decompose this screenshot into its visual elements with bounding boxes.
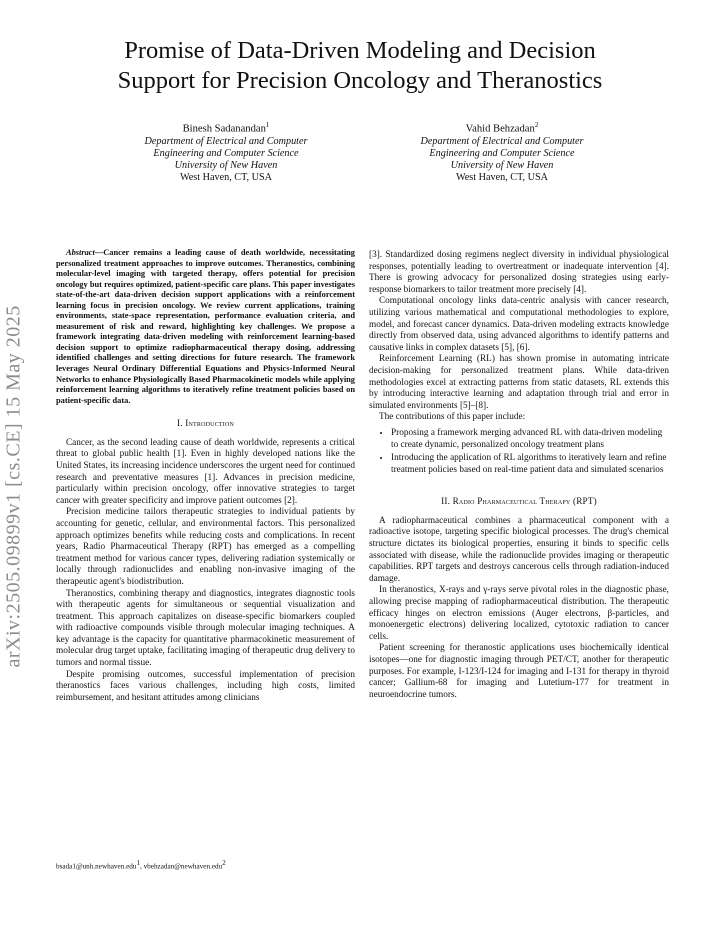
author-department-cont: Engineering and Computer Science: [429, 147, 575, 159]
intro-paragraph: Theranostics, combining therapy and diagnostics, integrates diagnostic tools with therapeutic agents for simultaneous or sequential visualization and treatment. This approach capitalizes on disease-specific biomarkers coupled with radioactive compounds visible through molecular imaging techniques. A key advantage is the capacity for quantitative pharmacokinetic measurement of molecular drug target uptake, facilitating imaging of therapeutic drug delivery to tumors and normal tissue.: [56, 588, 355, 669]
author-department: Department of Electrical and Computer: [144, 135, 308, 147]
rpt-paragraph: In theranostics, X-rays and γ-rays serve pivotal roles in the diagnostic phase, allowing precise mapping of radiopharmaceutical distribution. The therapeutic efficacy hinges on electron emissions (Auger electrons, β-particles, and monoenergetic electrons) delivering localized, cytotoxic radiation to cancer cells.: [369, 585, 669, 642]
rpt-paragraph: A radiopharmaceutical combines a pharmaceutical component with a radioactive isotope, targeting specific biological processes. The drug's chemical structure dictates its biological properties, ensuring it binds to specific cells associated with disease, while the radionuclide provides imaging or therapeutic capabilities. RPT targets and destroys cancerous cells through radiation-induced damage.: [369, 515, 669, 584]
author-department: Department of Electrical and Computer: [420, 135, 584, 147]
intro-paragraph: Despite promising outcomes, successful implementation of precision theranostics faces various challenges, including high costs, limited reimbursement, and hesitant attitudes among clinicians: [56, 669, 355, 703]
abstract: [56, 248, 355, 406]
title-line-1: Promise of Data-Driven Modeling and Decision: [124, 37, 596, 64]
author-name: Binesh Sadanandan$^1$: [182, 121, 270, 135]
author-block-1: [96, 119, 356, 185]
paper-title: [40, 36, 680, 96]
body-paragraph: Reinforcement Learning (RL) has shown promise in automating intricate decision-making for personalized treatment plans. While data-driven methodologies excel at extracting patterns from static datasets, RL extends this by introducing interactive learning and adaptation through trial and error in simulated environments [5]–[8].: [369, 354, 669, 411]
author-department-cont: Engineering and Computer Science: [153, 147, 299, 159]
body-paragraph: Computational oncology links data-centric analysis with cancer research, utilizing various mathematical and computational methodologies to explore, model, and forecast cancer dynamics. Data-driven modeling extracts knowledge directly from observed data, using advanced algorithms to identify patterns and causative links in complex datasets [5], [6].: [369, 296, 669, 353]
footnote-emails: bsada1@unh.newhaven.edu$^1$, vbehzadan@newhaven.edu$^2$: [56, 859, 226, 871]
email-2: vbehzadan@newhaven.edu: [143, 862, 223, 871]
intro-paragraph: Cancer, as the second leading cause of death worldwide, represents a critical threat to global public health [1]. Even in highly developed nations like the United States, its increasing incidence underscores the urgent need for continued research and preventative measures [1]. Advances in precision medicine, particularly within precision oncology, offer innovative strategies to target cancer with greater specificity and improve patient outcomes [2].: [56, 437, 355, 506]
contributions-list: [369, 428, 669, 476]
right-column: [369, 250, 669, 701]
abstract-text: Cancer remains a leading cause of death worldwide, necessitating personalized treatment approaches to improve outcomes. Theranostics, combining molecular-level imaging with targeted therapy, offers potential for precision oncology but requires optimized, patient-specific care plans. This paper investigates state-of-the-art data-driven decision support applications with a reinforcement learning focus in precision oncology. We review current applications, training environments, state-space representation, performance evaluation criteria, and measurement of risk and reward, highlighting key challenges. We propose a framework integrating data-driven modeling with reinforcement learning-based decision support to optimize radiopharmaceutical therapy dosing, addressing identified challenges and setting directions for future research. The framework leverages Neural Ordinary Differential Equations and Physics-Informed Neural Networks to enhance Physiologically Based Pharmacokinetic models while applying reinforcement learning algorithms to iteratively refine treatment policies based on patient-specific data.: [56, 248, 355, 405]
section-heading-rpt: II. Radio Pharmaceutical Therapy (RPT): [441, 496, 597, 507]
author-university: University of New Haven: [450, 160, 554, 172]
email-1: bsada1@unh.newhaven.edu: [56, 862, 137, 871]
author-name: Vahid Behzadan$^2$: [465, 121, 539, 135]
list-item: • Proposing a framework merging advanced RL with data-driven modeling to create dynamic, personalized oncology treatment plans: [391, 428, 669, 451]
abstract-label: Abstract—: [66, 248, 104, 257]
arxiv-stamp-text: arXiv:2505.09899v1 [cs.CE] 15 May 2025: [2, 305, 25, 668]
intro-paragraph: Precision medicine tailors therapeutic strategies to individual patients by accounting for genetic, cellular, and environmental factors. This personalized approach optimizes benefits while reducing costs and complications. In recent years, Radio Pharmaceutical Therapy (RPT) has emerged as a compelling treatment method for various cancer types, delivering radiation systemically or locally through radionuclides and enabling non-invasive imaging of the therapeutic agent's biodistribution.: [56, 507, 355, 587]
arxiv-stamp: [0, 243, 29, 668]
section-heading-introduction: I. Introduction: [176, 418, 235, 429]
body-paragraph: [3]. Standardized dosing regimens neglect diversity in individual physiological responses, potentially leading to overtreatment or inadequate intervention [4]. There is growing advocacy for personalized dosing strategies using early-response biomarkers to tailor treatment more precisely [4].: [369, 250, 669, 295]
list-item: • Introducing the application of RL algorithms to iteratively learn and refine treatment policies based on real-time patient data and simulated scenarios: [391, 453, 669, 476]
title-line-2: Support for Precision Oncology and Theranostics: [117, 67, 603, 94]
author-location: West Haven, CT, USA: [455, 172, 549, 184]
author-block-2: [372, 119, 632, 185]
contributions-intro: The contributions of this paper include:: [379, 412, 526, 423]
author-university: University of New Haven: [174, 160, 278, 172]
rpt-paragraph: Patient screening for theranostic applications uses biochemically identical isotopes—one for diagnostic imaging through PET/CT, another for therapeutic purposes. For example, I-123/I-124 for imaging and I-131 for therapy in thyroid cancer; Gallium-68 for imaging and Lutetium-177 for treatment in neuroendocrine tumors.: [369, 643, 669, 700]
left-column: [56, 248, 355, 704]
author-location: West Haven, CT, USA: [179, 172, 273, 184]
